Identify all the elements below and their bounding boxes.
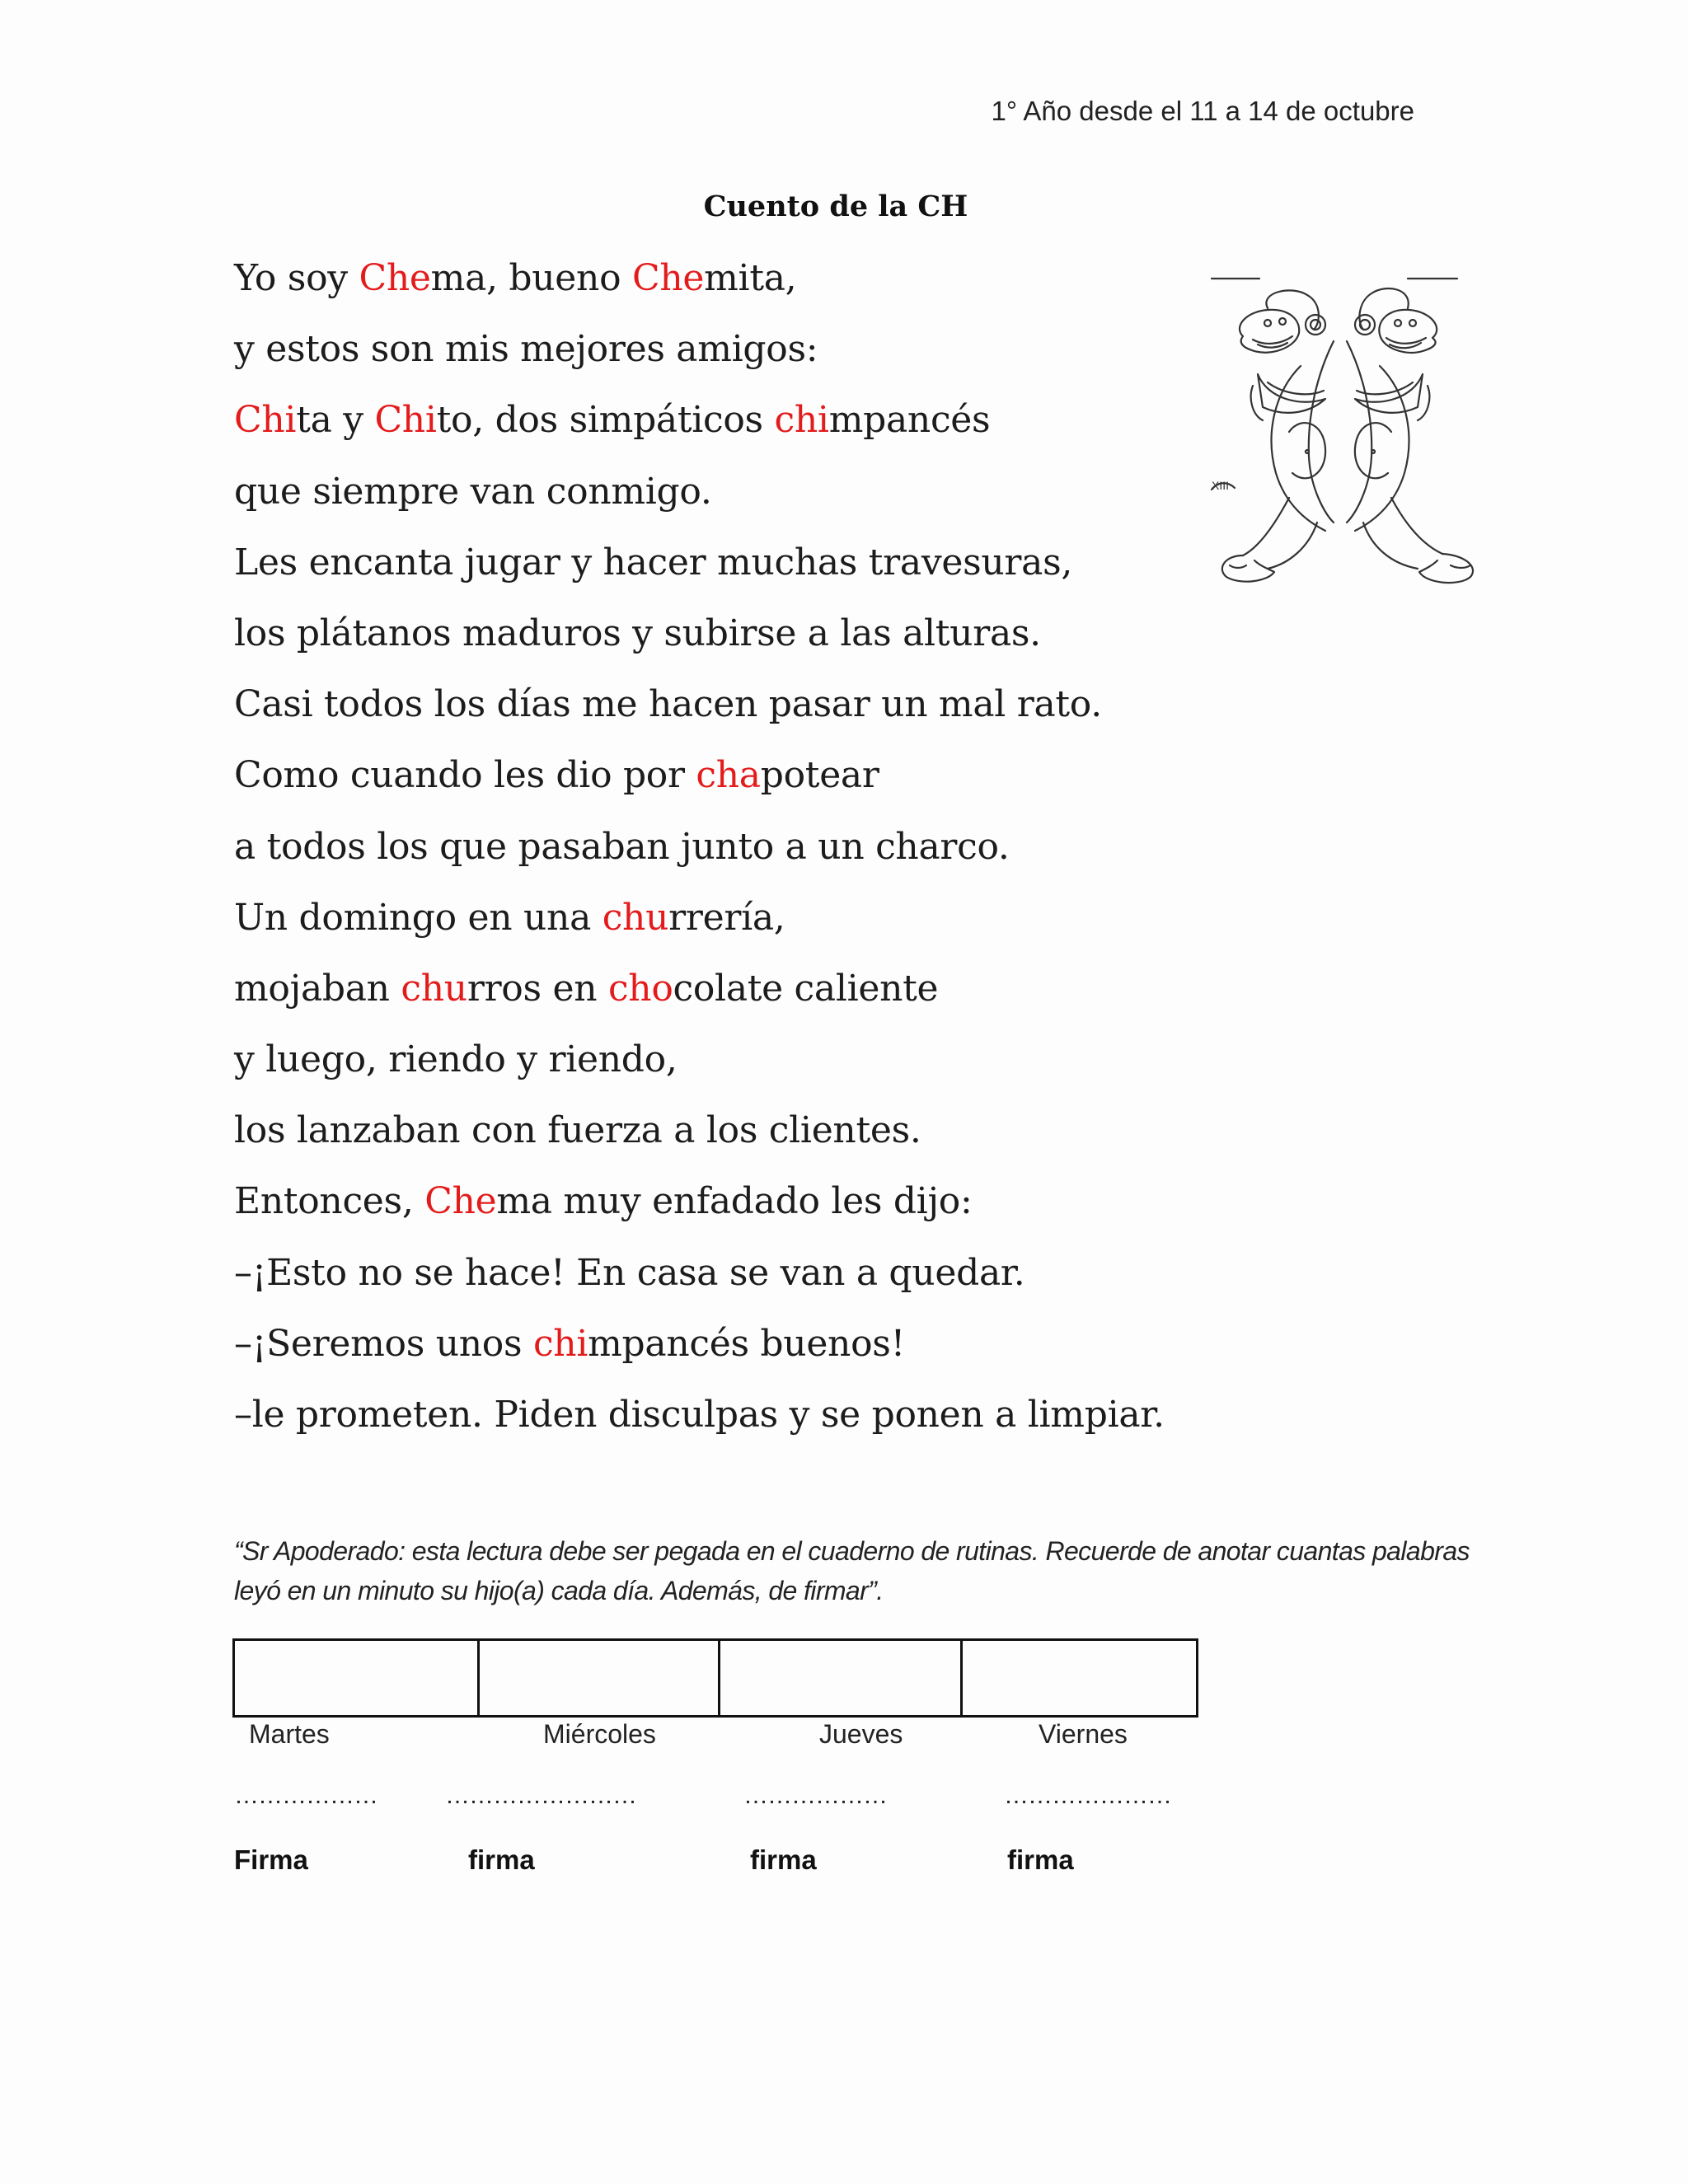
signature-line: ………………… — [1004, 1782, 1171, 1809]
poem-text: mojaban — [234, 967, 401, 1010]
poem-text: rros en — [467, 967, 608, 1010]
poem-text: a todos los que pasaban junto a un charco. — [234, 825, 1010, 868]
ch-syllable-highlight: cho — [607, 967, 673, 1010]
ch-syllable-highlight: chi — [774, 399, 829, 442]
poem-text: que siempre van conmigo. — [234, 470, 712, 513]
poem-text: –le prometen. Piden disculpas y se ponen a limpiar. — [234, 1394, 1165, 1436]
poem-text: los plátanos maduros y subirse a las alturas. — [234, 612, 1041, 654]
ch-syllable-highlight: Chi — [234, 399, 297, 442]
header-note: 1° Año desde el 11 a 14 de octubre — [991, 96, 1414, 126]
poem-text: Les encanta jugar y hacer muchas travesuras, — [234, 541, 1073, 583]
poem-text: Casi todos los días me hacen pasar un mal rato. — [234, 683, 1102, 726]
parent-note: “Sr Apoderado: esta lectura debe ser pegada en el cuaderno de rutinas. Recuerde de anotar cuantas palabras leyó en un minuto su hijo(a) cada día. Además, de firmar”. — [234, 1536, 1470, 1605]
count-cell-miercoles[interactable] — [477, 1641, 718, 1715]
poem-text: potear — [760, 754, 879, 797]
poem-line — [234, 1385, 1306, 1456]
signature-label: firma — [750, 1844, 817, 1875]
poem-line — [234, 959, 1306, 1030]
poem-text: y luego, riendo y riendo, — [234, 1038, 678, 1081]
poem-text: –¡Seremos unos — [234, 1322, 533, 1365]
poem-text: Como cuando les dio por — [234, 754, 696, 797]
signature-line: …………………… — [445, 1782, 636, 1809]
chimpanzees-illustration — [1210, 275, 1484, 588]
poem-text: mpancés buenos! — [588, 1322, 905, 1365]
poem-line — [234, 1030, 1306, 1101]
poem-line — [234, 249, 1306, 320]
poem-line — [234, 320, 1306, 391]
poem-text: colate caliente — [673, 967, 939, 1010]
poem-line — [234, 818, 1306, 888]
poem-line — [234, 533, 1306, 604]
poem-text: –¡Esto no se hace! En casa se van a quedar. — [234, 1251, 1025, 1294]
count-cell-jueves[interactable] — [718, 1641, 960, 1715]
poem-text: ma muy enfadado les dijo: — [496, 1180, 973, 1223]
ch-syllable-highlight: Che — [631, 257, 705, 299]
poem-text: ma, bueno — [430, 257, 632, 299]
poem-text: Yo soy — [234, 257, 359, 299]
ch-syllable-highlight: Che — [424, 1180, 497, 1223]
count-cell-martes[interactable] — [235, 1641, 477, 1715]
poem-text: y estos son mis mejores amigos: — [234, 328, 818, 371]
poem-line — [234, 675, 1306, 746]
poem-text: mpancés — [828, 399, 991, 442]
poem-text: rrería, — [668, 896, 785, 939]
story-title — [0, 190, 1688, 223]
signature-label: firma — [468, 1844, 535, 1875]
poem-text: to, dos simpáticos — [436, 399, 775, 442]
ch-syllable-highlight: chi — [532, 1322, 588, 1365]
poem-line — [234, 746, 1306, 817]
illustration-sign: XIII — [1212, 479, 1230, 492]
poem-text: Un domingo en una — [234, 896, 603, 939]
reading-count-table — [232, 1638, 1198, 1718]
poem-text: ta y — [296, 399, 375, 442]
poem-text: mita, — [704, 257, 797, 299]
day-label: Miércoles — [543, 1719, 656, 1749]
poem-text: Entonces, — [234, 1180, 425, 1223]
poem-line — [234, 1244, 1306, 1315]
day-label: Viernes — [1039, 1719, 1128, 1749]
count-cell-viernes[interactable] — [960, 1641, 1196, 1715]
poem-line — [234, 462, 1306, 533]
poem-line — [234, 604, 1306, 675]
signature-line: ……………… — [234, 1782, 377, 1809]
ch-syllable-highlight: cha — [696, 754, 761, 797]
ch-syllable-highlight: chu — [401, 967, 467, 1010]
ch-syllable-highlight: Chi — [374, 399, 437, 442]
poem-line — [234, 888, 1306, 959]
signature-label: Firma — [234, 1844, 308, 1875]
poem-line — [234, 391, 1306, 462]
poem-line — [234, 1315, 1306, 1385]
poem-line — [234, 1172, 1306, 1243]
poem-text: los lanzaban con fuerza a los clientes. — [234, 1109, 921, 1152]
day-label: Martes — [249, 1719, 330, 1749]
poem-line — [234, 1101, 1306, 1172]
signature-line: ……………… — [743, 1782, 887, 1809]
ch-syllable-highlight: Che — [359, 257, 431, 299]
story-title-text: Cuento de la CH — [703, 190, 968, 223]
ch-syllable-highlight: chu — [602, 896, 669, 939]
signature-label: firma — [1007, 1844, 1074, 1875]
poem — [234, 249, 1306, 1456]
day-label: Jueves — [819, 1719, 903, 1749]
